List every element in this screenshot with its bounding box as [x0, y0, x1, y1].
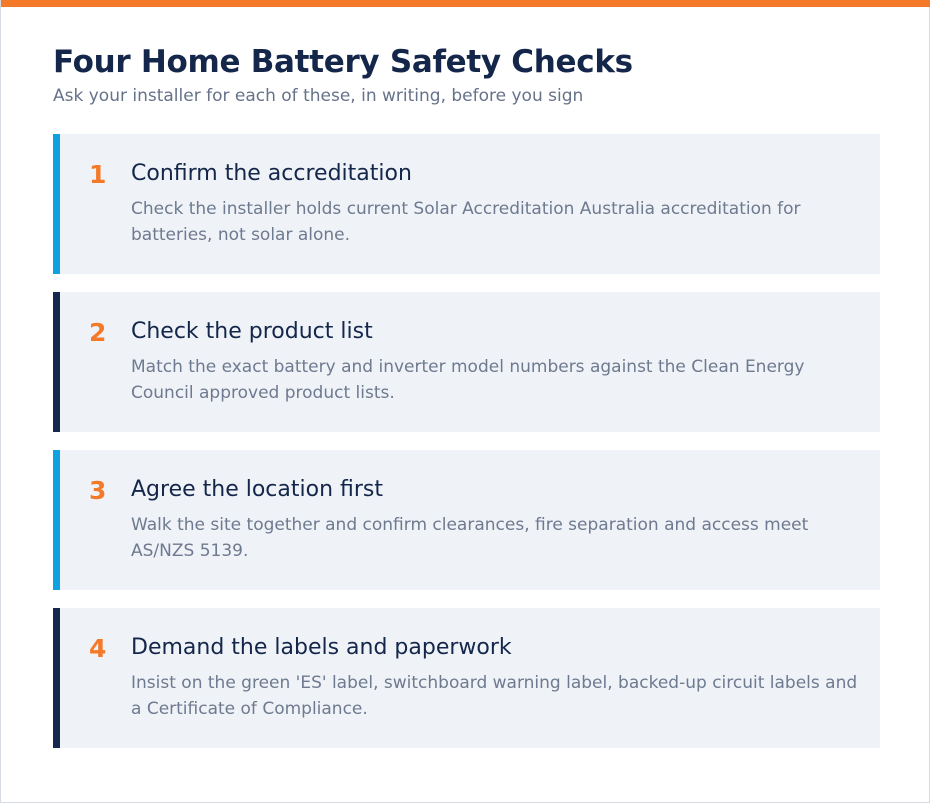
check-description: Check the installer holds current Solar Accreditation Australia accreditation for batteries, not solar alone. — [131, 199, 801, 245]
check-title: Demand the labels and paperwork — [131, 635, 512, 660]
check-number: 4 — [89, 634, 107, 663]
page-subtitle: Ask your installer for each of these, in writing, before you sign — [53, 86, 584, 106]
check-number: 2 — [89, 318, 107, 347]
checks-list — [53, 134, 880, 766]
check-card-4 — [53, 608, 880, 748]
check-card-2 — [53, 292, 880, 432]
check-title: Confirm the accreditation — [131, 161, 412, 186]
check-number: 3 — [89, 476, 107, 505]
check-number: 1 — [89, 160, 107, 189]
page-header — [53, 42, 879, 108]
check-title: Agree the location first — [131, 477, 384, 502]
check-description: Insist on the green 'ES' label, switchboard warning label, backed-up circuit labels and a Certificate of Compliance. — [131, 673, 858, 719]
check-card-3 — [53, 450, 880, 590]
page-title: Four Home Battery Safety Checks — [53, 44, 633, 80]
check-description: Match the exact battery and inverter model numbers against the Clean Energy Council approved product lists. — [131, 357, 805, 403]
check-card-1 — [53, 134, 880, 274]
check-title: Check the product list — [131, 319, 373, 344]
check-description: Walk the site together and confirm clearances, fire separation and access meet AS/NZS 5139. — [131, 515, 809, 561]
top-accent-bar — [1, 0, 930, 7]
